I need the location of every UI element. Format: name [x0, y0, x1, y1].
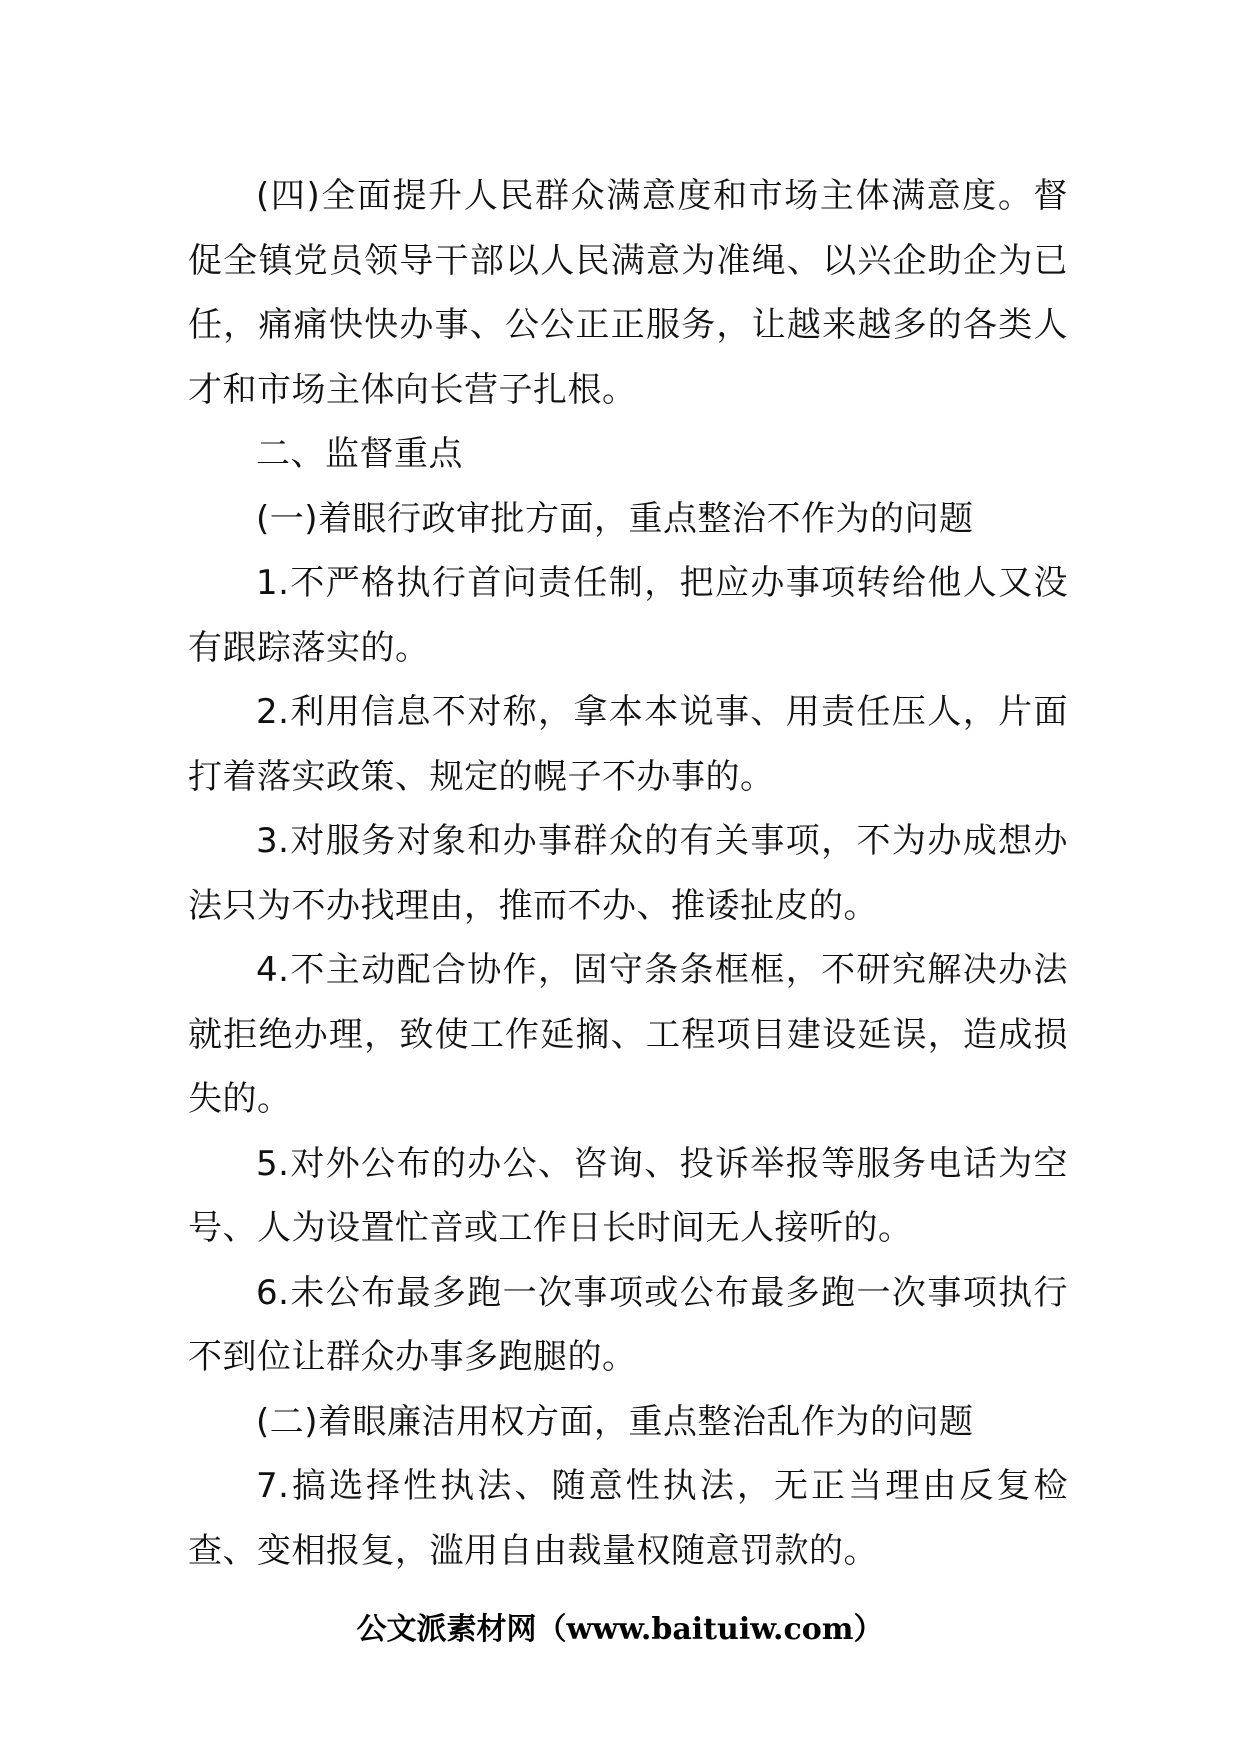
item-1: 1.不严格执行首问责任制，把应办事项转给他人又没有跟踪落实的。	[188, 563, 1068, 668]
item-3: 3.对服务对象和办事群众的有关事项，不为办成想办法只为不办找理由，推而不办、推诿扯皮的。	[188, 821, 1068, 926]
subheading-administrative-approval: (一)着眼行政审批方面，重点整治不作为的问题	[256, 498, 974, 539]
subheading-clean-power-use: (二)着眼廉洁用权方面，重点整治乱作为的问题	[256, 1401, 974, 1442]
document-body	[188, 164, 1068, 1583]
item-7: 7.搞选择性执法、随意性执法，无正当理由反复检查、变相报复，滥用自由裁量权随意罚款的。	[188, 1466, 1068, 1571]
item-4: 4.不主动配合协作，固守条条框框，不研究解决办法就拒绝办理，致使工作延搁、工程项目建设延误，造成损失的。	[188, 950, 1068, 1119]
footer-watermark: 公文派素材网（www.baituiw.com）	[356, 1612, 884, 1647]
item-2: 2.利用信息不对称，拿本本说事、用责任压人，片面打着落实政策、规定的幌子不办事的。	[188, 692, 1068, 797]
item-5: 5.对外公布的办公、咨询、投诉举报等服务电话为空号、人为设置忙音或工作日长时间无人接听的。	[188, 1143, 1068, 1248]
paragraph-section-four: (四)全面提升人民群众满意度和市场主体满意度。督促全镇党员领导干部以人民满意为准绳、以兴企助企为已任，痛痛快快办事、公公正正服务，让越来越多的各类人才和市场主体向长营子扎根。	[188, 176, 1068, 410]
heading-supervision-focus: 二、监督重点	[256, 434, 463, 474]
item-6: 6.未公布最多跑一次事项或公布最多跑一次事项执行不到位让群众办事多跑腿的。	[188, 1272, 1068, 1377]
